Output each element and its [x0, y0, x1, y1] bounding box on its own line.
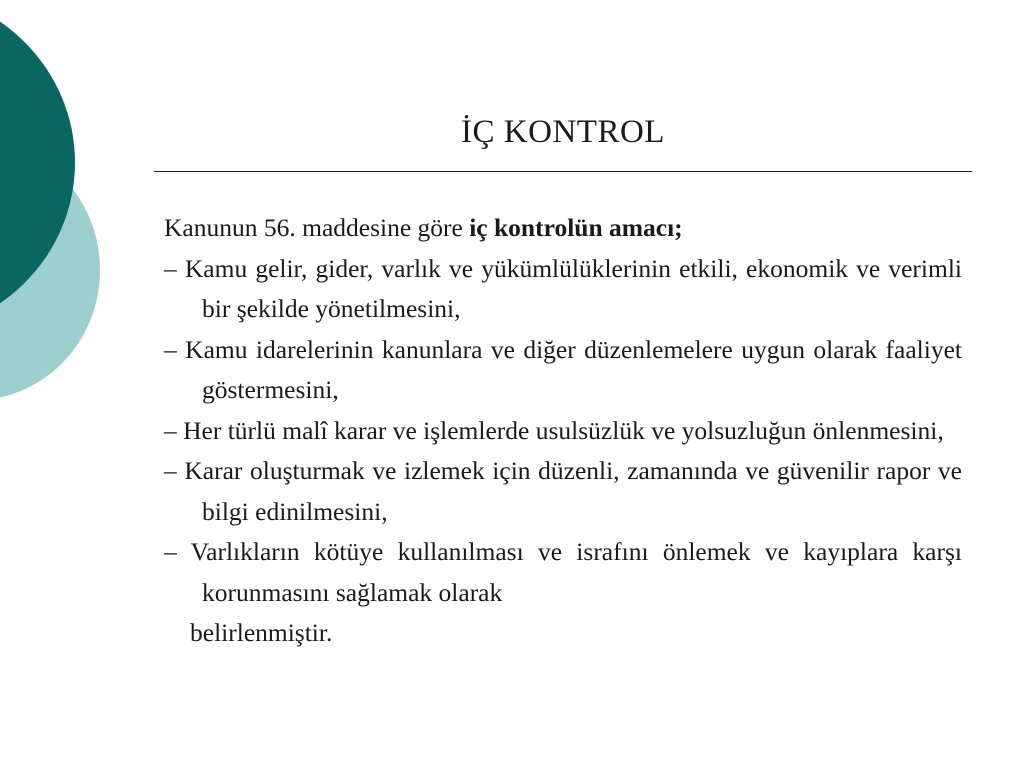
- list-item: – Kamu idarelerinin kanunlara ve diğer düzenlemelere uygun olarak faaliyet göstermesini,: [164, 334, 962, 404]
- closing-line: belirlenmiştir.: [190, 618, 333, 647]
- intro-line: [164, 208, 962, 249]
- slide-title: İÇ KONTROL: [461, 114, 665, 150]
- intro-bold-text: iç kontrolün amacı;: [469, 213, 683, 242]
- list-item: – Karar oluşturmak ve izlemek için düzenli, zamanında ve güvenilir rapor ve bilgi edinilmesini,: [164, 456, 962, 526]
- list-item: – Varlıkların kötüye kullanılması ve israfını önlemek ve kayıplara karşı korunmasını sağlamak olarak: [164, 537, 962, 607]
- list-item: – Her türlü malî karar ve işlemlerde usulsüzlük ve yolsuzluğun önlenmesini,: [164, 415, 944, 445]
- title-divider: [154, 171, 972, 172]
- intro-text: Kanunun 56. maddesine göre: [164, 213, 470, 242]
- list-item: – Kamu gelir, gider, varlık ve yükümlülüklerinin etkili, ekonomik ve verimli bir şekilde yönetilmesini,: [164, 253, 962, 323]
- slide-body: [164, 208, 962, 654]
